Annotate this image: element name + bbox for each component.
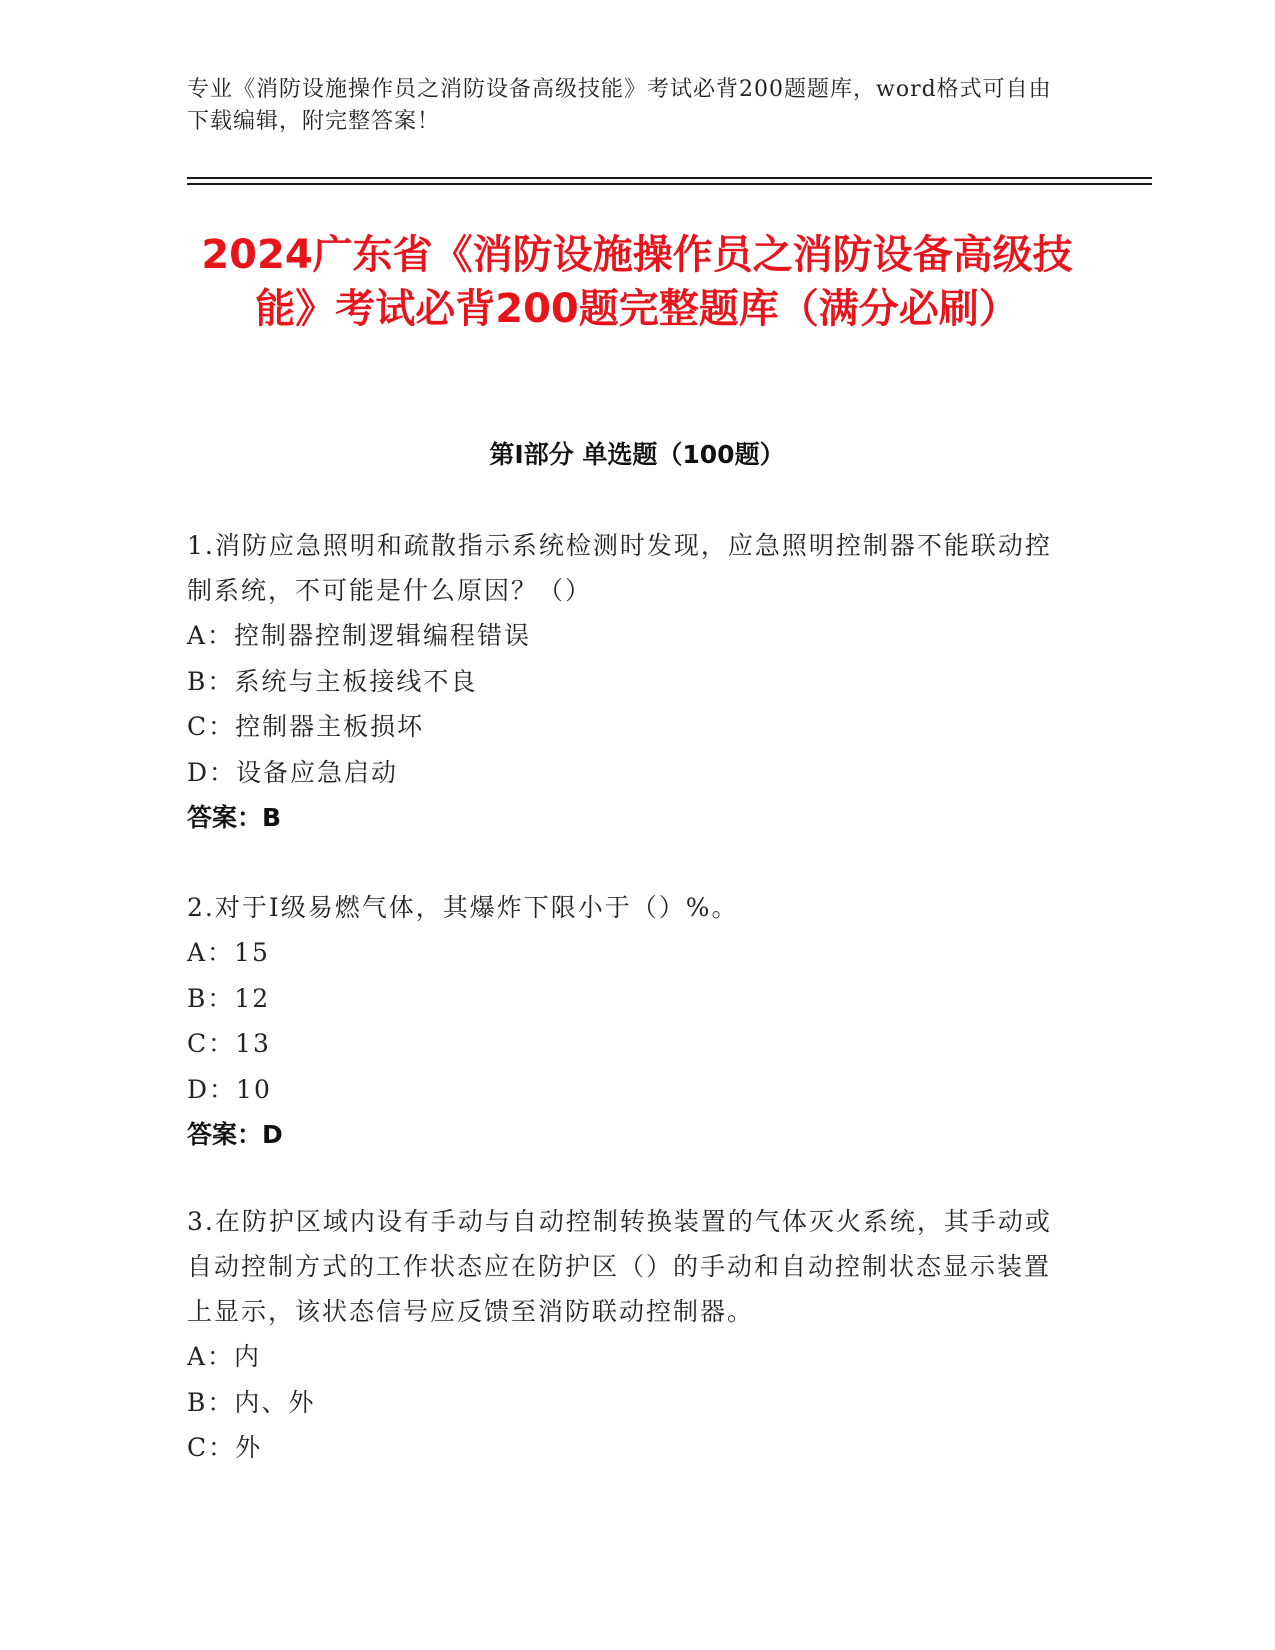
header-divider-top [187,177,1152,179]
option-c: C：外 [187,1433,263,1462]
question-1 [187,523,1067,840]
question-3 [187,1199,1067,1471]
option-a: A：15 [187,938,270,967]
question-stem: 1.消防应急照明和疏散指示系统检测时发现，应急照明控制器不能联动控制系统，不可能是什么原因？（） [187,531,1052,605]
option-b: B：12 [187,983,271,1013]
option-d: D：设备应急启动 [187,757,399,787]
question-stem: 3.在防护区域内设有手动与自动控制转换装置的气体灭火系统，其手动或自动控制方式的工作状态应在防护区（）的手动和自动控制状态显示装置上显示，该状态信号应反馈至消防联动控制器。 [187,1207,1052,1326]
option-c: C：控制器主板损坏 [187,712,425,741]
answer: 答案：D [187,1120,283,1149]
answer: 答案：B [187,803,282,832]
option-d: D：10 [187,1074,272,1104]
header-note: 专业《消防设施操作员之消防设备高级技能》考试必背200题题库，word格式可自由下载编辑，附完整答案！ [187,77,1052,134]
option-b: B：系统与主板接线不良 [187,666,478,696]
question-2 [187,885,1067,1157]
option-b: B：内、外 [187,1387,316,1417]
option-a: A：控制器控制逻辑编程错误 [187,621,532,650]
option-a: A：内 [187,1342,262,1371]
page-title: 2024广东省《消防设施操作员之消防设备高级技能》考试必背200题完整题库（满分必刷） [201,232,1073,332]
section-title: 第Ⅰ部分 单选题（100题） [489,440,785,469]
option-c: C：13 [187,1029,271,1058]
question-stem: 2.对于Ⅰ级易燃气体，其爆炸下限小于（）%。 [187,893,739,922]
header-divider-bottom [187,183,1152,185]
